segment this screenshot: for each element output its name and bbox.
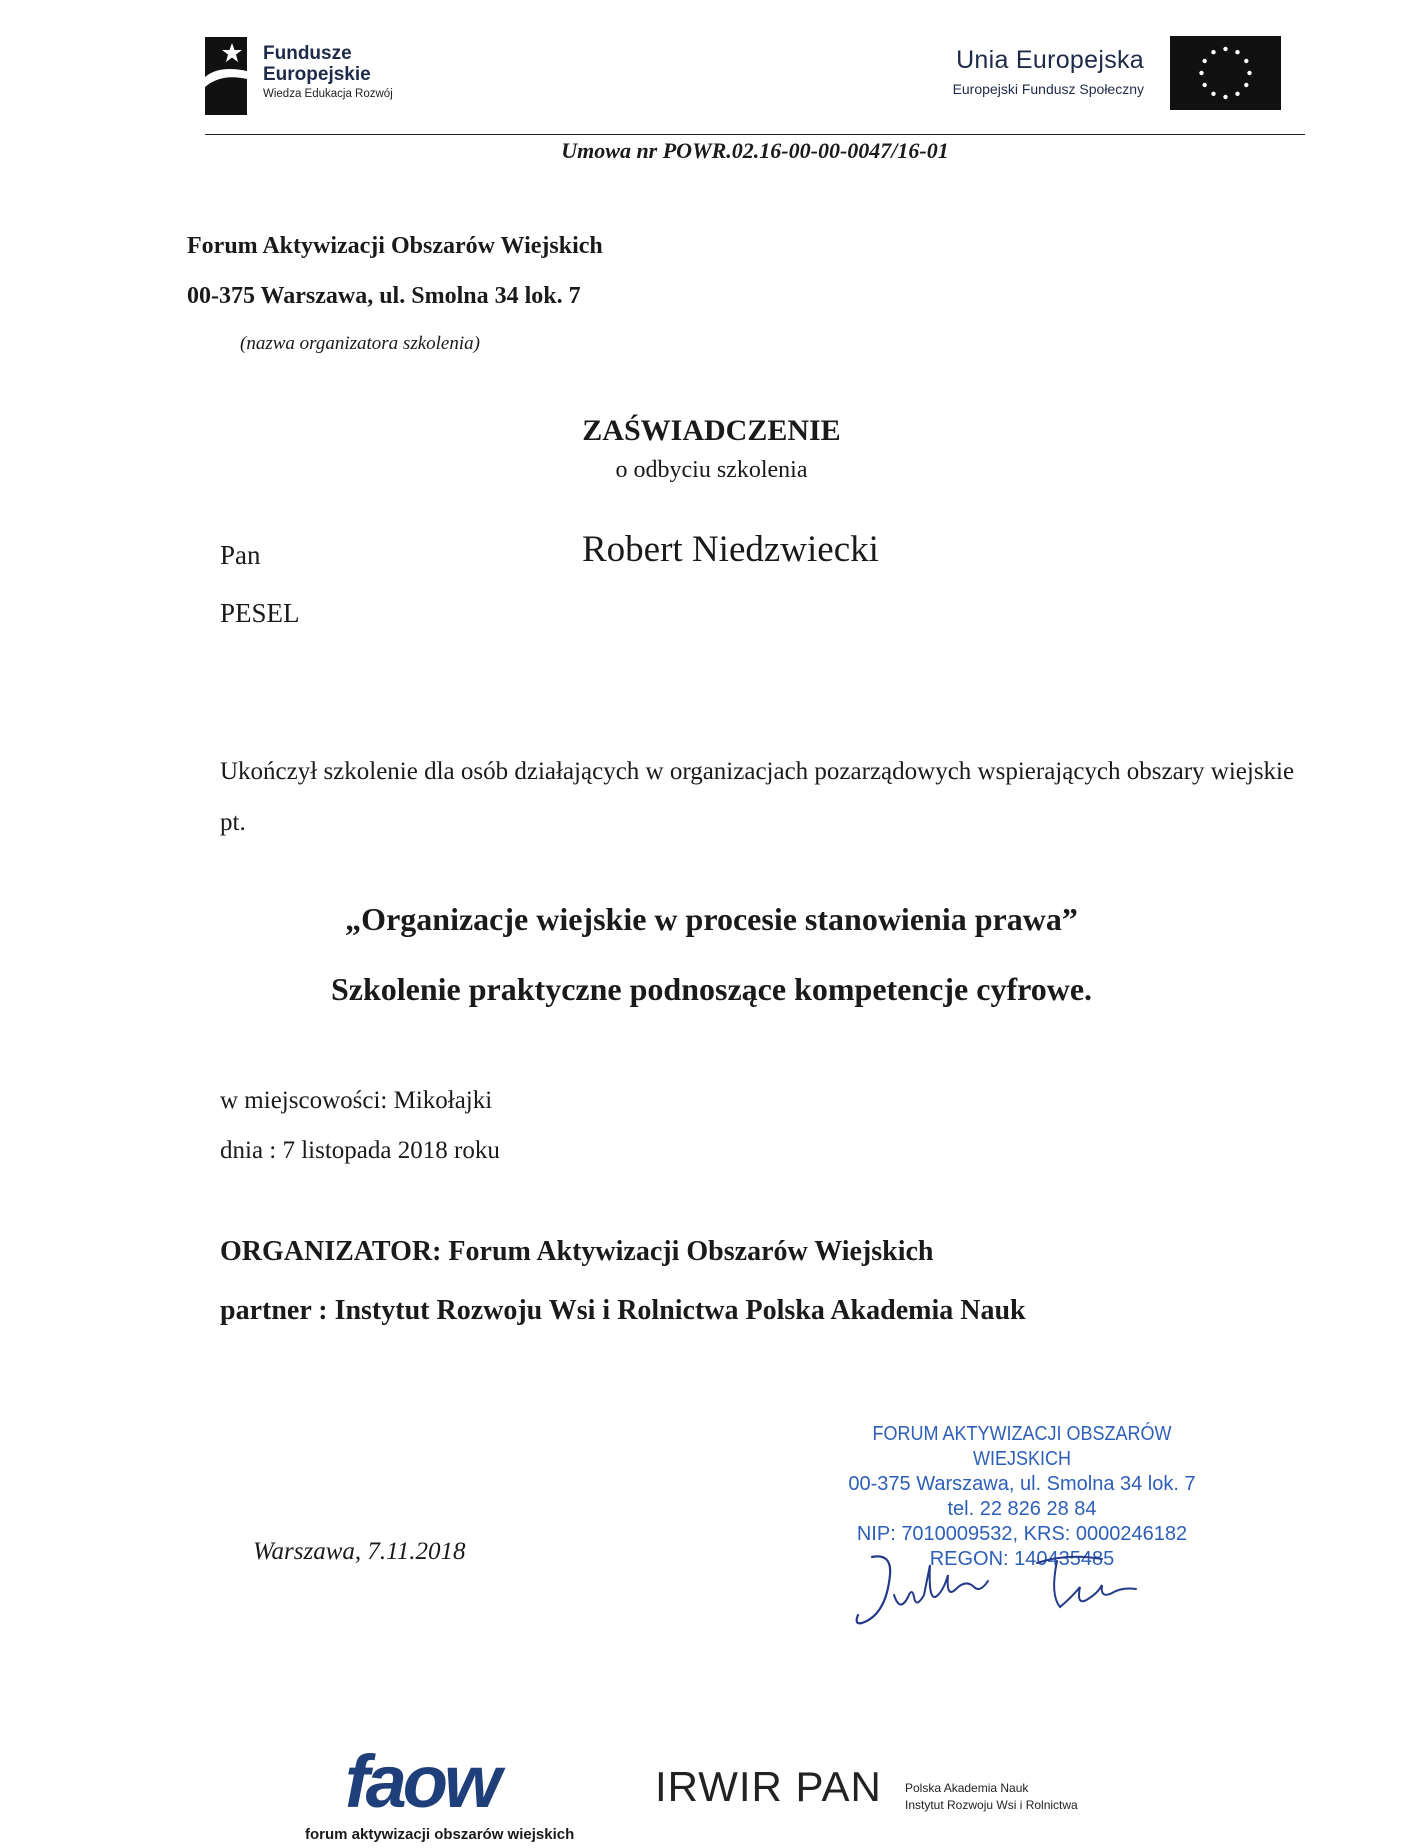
eu-star-icon: [1211, 50, 1215, 54]
organizer-name: Forum Aktywizacji Obszarów Wiejskich: [187, 233, 603, 259]
stamp-line-1: FORUM AKTYWIZACJI OBSZARÓW WIEJSKICH: [872, 1423, 1172, 1470]
organizer-line: ORGANIZATOR: Forum Aktywizacji Obszarów Wiejskich: [220, 1236, 934, 1267]
partner-line: partner : Instytut Rozwoju Wsi i Rolnictwa Polska Akademia Nauk: [220, 1295, 1026, 1326]
eu-star-icon: [1211, 92, 1215, 96]
stamp-line-5: REGON: 140435485: [929, 1548, 1115, 1570]
organizer-address: 00-375 Warszawa, ul. Smolna 34 lok. 7: [187, 283, 581, 309]
issue-place-date: Warszawa, 7.11.2018: [253, 1538, 466, 1565]
header-divider: [205, 134, 1305, 135]
eu-star-icon: [1244, 59, 1248, 63]
certificate-title: ZAŚWIADCZENIE: [582, 414, 841, 447]
eu-star-icon: [1235, 50, 1239, 54]
faow-logo: [345, 1745, 590, 1820]
organizer-caption: (nazwa organizatora szkolenia): [240, 333, 480, 354]
certificate-subtitle: o odbyciu szkolenia: [615, 457, 808, 483]
contract-number: Umowa nr POWR.02.16-00-00-0047/16-01: [561, 138, 949, 163]
fe-logo-line2: Europejskie: [263, 64, 371, 85]
eu-star-icon: [1203, 59, 1207, 63]
eu-title: Unia Europejska: [956, 46, 1144, 74]
person-label: Pan: [220, 540, 261, 570]
training-date: dnia : 7 listopada 2018 roku: [220, 1137, 500, 1164]
irwir-pan-logo: IRWIR PAN: [655, 1763, 882, 1810]
handwritten-signature: [852, 1545, 1182, 1635]
fundusze-europejskie-logo: [205, 35, 455, 115]
course-subtitle: Szkolenie praktyczne podnoszące kompetencje cyfrowe.: [330, 971, 1093, 1007]
person-name: Robert Niedzwiecki: [582, 529, 879, 570]
irwir-pan-text: [905, 1780, 1078, 1814]
eu-logo-text: [953, 46, 1144, 97]
eu-flag-icon: [1170, 36, 1281, 110]
stamp-line-4: NIP: 7010009532, KRS: 0000246182: [856, 1523, 1188, 1545]
training-place: w miejscowości: Mikołajki: [220, 1087, 493, 1114]
fe-logo-tagline: Wiedza Edukacja Rozwój: [263, 88, 393, 100]
irwir-line-2: Instytut Rozwoju Wsi i Rolnictwa: [905, 1798, 1078, 1812]
eu-star-icon: [1223, 47, 1227, 51]
svg-text:faow: faow: [345, 1745, 498, 1820]
stamp-line-2: 00-375 Warszawa, ul. Smolna 34 lok. 7: [848, 1473, 1196, 1495]
eu-star-icon: [1235, 92, 1239, 96]
completion-statement: Ukończył szkolenie dla osób działających w organizacjach pozarządowych wspierających obszary wiejskie pt.: [220, 758, 1295, 836]
pesel-label: PESEL: [220, 598, 300, 628]
eu-star-icon: [1223, 95, 1227, 99]
stamp-line-3: tel. 22 826 28 84: [947, 1498, 1097, 1520]
eu-subtitle: Europejski Fundusz Społeczny: [952, 81, 1144, 97]
faow-caption: forum aktywizacji obszarów wiejskich: [305, 1826, 575, 1843]
eu-star-icon: [1203, 83, 1207, 87]
fundusze-europejskie-mark-icon: [205, 37, 247, 115]
eu-star-icon: [1244, 83, 1248, 87]
eu-star-icon: [1247, 71, 1251, 75]
course-title: „Organizacje wiejskie w procesie stanowienia prawa”: [345, 901, 1078, 937]
eu-star-icon: [1199, 71, 1203, 75]
fe-logo-line1: Fundusze: [263, 43, 352, 64]
irwir-line-1: Polska Akademia Nauk: [905, 1781, 1029, 1795]
